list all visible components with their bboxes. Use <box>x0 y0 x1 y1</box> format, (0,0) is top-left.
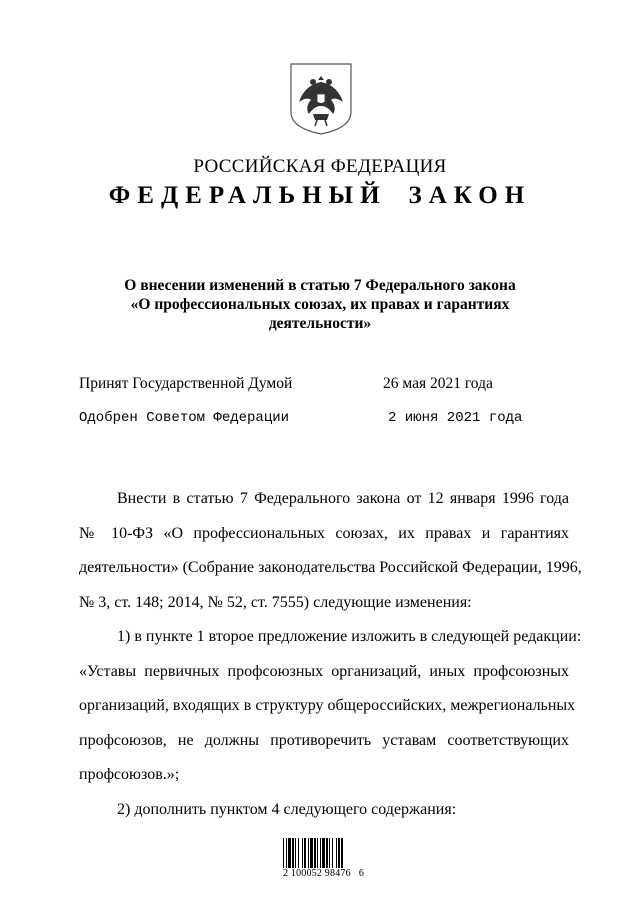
approved-by-federation-council-date: 2 июня 2021 года <box>388 410 523 426</box>
body-line: 1) в пункте 1 второе предложение изложить в следующей редакции: <box>117 628 582 645</box>
law-title-line: «О профессиональных союзах, их правах и гарантиях <box>130 296 510 313</box>
barcode <box>282 838 366 868</box>
document-type-word1: ФЕДЕРАЛЬНЫЙ <box>108 182 387 209</box>
law-title <box>100 276 540 333</box>
coat-of-arms-icon <box>289 62 353 136</box>
document-type-word2: ЗАКОН <box>408 182 532 209</box>
body-line: Внести в статью 7 Федерального закона от 12 января 1996 года <box>117 490 569 507</box>
law-body <box>79 482 582 827</box>
law-title-line: О внесении изменений в статью 7 Федерального закона <box>124 277 516 294</box>
body-line: организаций, входящих в структуру общероссийских, межрегиональных <box>79 697 576 714</box>
country-name: РОССИЙСКАЯ ФЕДЕРАЦИЯ <box>193 156 447 177</box>
body-line: «Уставы первичных профсоюзных организаций, иных профсоюзных <box>79 662 569 680</box>
body-line: № 3, ст. 148; 2014, № 52, ст. 7555) следующие изменения: <box>79 593 472 611</box>
body-line: профсоюзов.»; <box>79 766 180 783</box>
law-title-line: деятельности» <box>268 315 372 332</box>
adopted-by-duma-label: Принят Государственной Думой <box>79 375 293 392</box>
body-line: профсоюзов, не должны противоречить уставам соответствующих <box>79 731 569 749</box>
body-line: № 10-ФЗ «О профессиональных союзах, их правах и гарантиях <box>79 524 569 542</box>
adopted-by-duma-date: 26 мая 2021 года <box>383 375 493 392</box>
approved-by-federation-council-label: Одобрен Советом Федерации <box>79 410 290 426</box>
document-type <box>0 182 640 210</box>
barcode-number: 2 100052 98476 6 <box>283 868 365 879</box>
body-line: деятельности» (Собрание законодательства Российской Федерации, 1996, <box>79 559 582 576</box>
body-line: 2) дополнить пунктом 4 следующего содержания: <box>117 800 457 818</box>
